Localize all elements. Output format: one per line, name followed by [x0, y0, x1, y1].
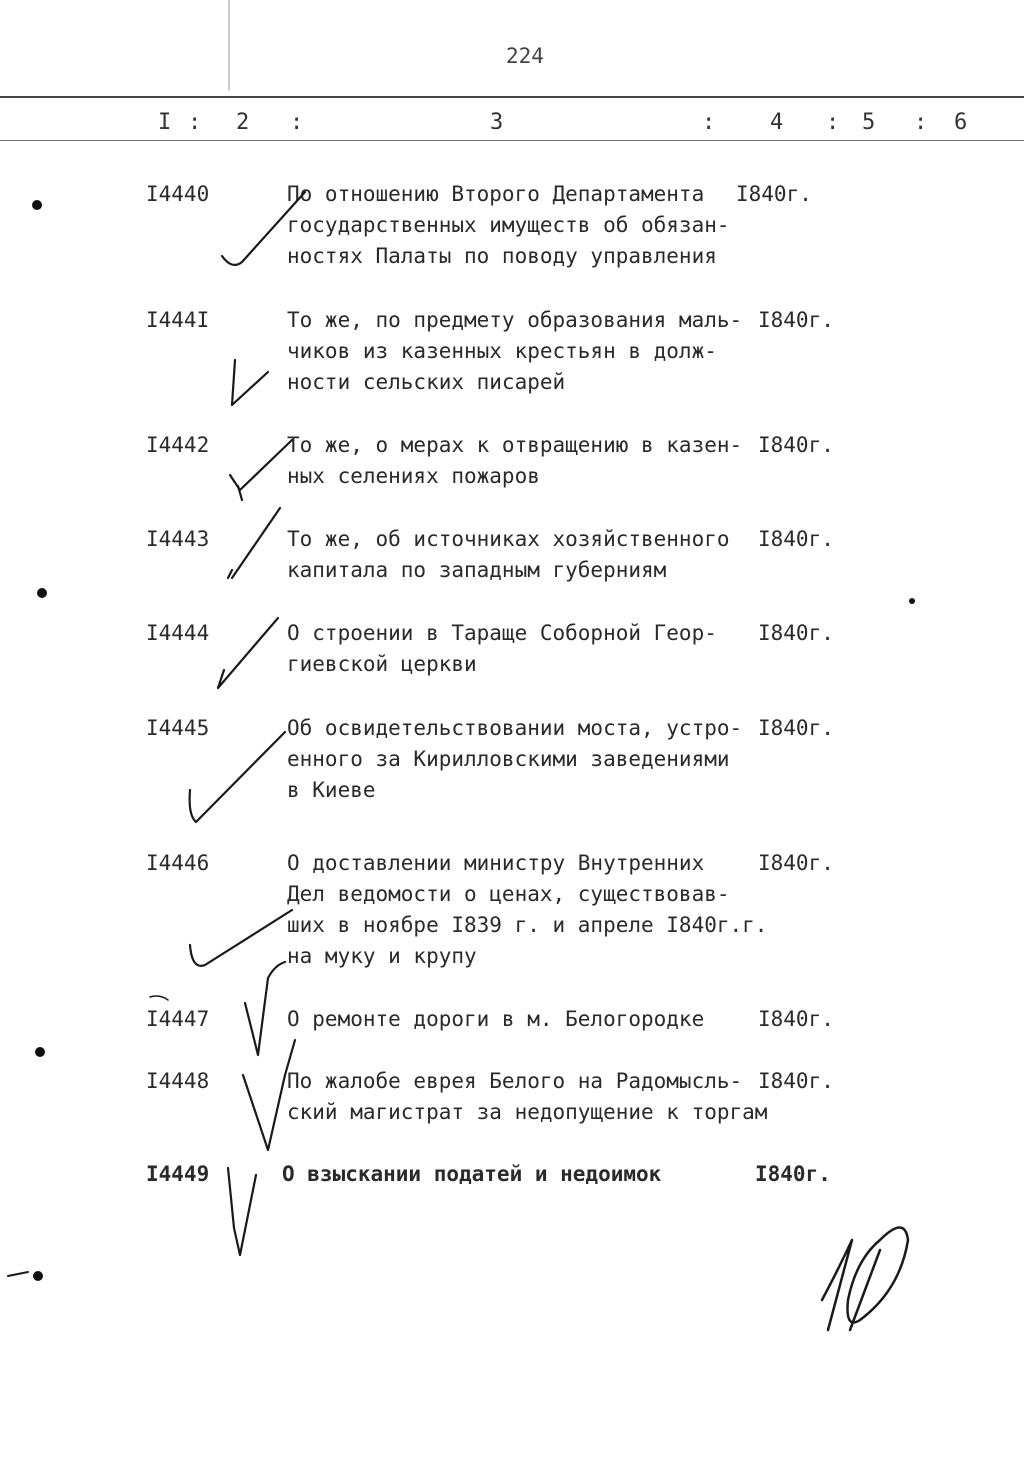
checkmark-icon: [222, 192, 305, 265]
entry-text-line: Об освидетельствовании моста, устро-: [287, 716, 743, 740]
entry-text-line: на муку и крупу: [287, 944, 477, 968]
entry-text-line: О ремонте дороги в м. Белогородке: [287, 1007, 705, 1031]
column-header-3: 3: [490, 110, 504, 135]
punch-hole-dot: [33, 1271, 43, 1281]
column-header-2: 2: [236, 110, 250, 135]
entry-text-line: По жалобе еврея Белого на Радомысль-: [287, 1069, 743, 1093]
entry-text-line: О взыскании податей и недоимок: [282, 1162, 662, 1186]
entry-number: I4444: [146, 621, 210, 645]
entry-text-line: То же, по предмету образования маль-: [287, 308, 743, 332]
entry-text-line: енного за Кирилловскими заведениями: [287, 747, 730, 771]
checkmark-icon: [228, 1168, 256, 1255]
entry-text-line: государственных имуществ об обязан-: [287, 213, 730, 237]
entry-text-line: ших в ноябре I839 г. и апреле I840г.г.: [287, 913, 768, 937]
entry-year: I840г.: [758, 716, 834, 740]
entry-number: I4448: [146, 1069, 210, 1093]
entry-text-line: ных селениях пожаров: [287, 464, 540, 488]
entry-number: I4440: [146, 182, 210, 206]
entry-text-line: По отношению Второго Департамента: [287, 182, 705, 206]
entry-year: I840г.: [758, 1069, 834, 1093]
punch-hole-dot: [37, 588, 47, 598]
handwritten-folio-number: [822, 1228, 908, 1331]
entry-year: I840г.: [758, 527, 834, 551]
entry-number: I4442: [146, 433, 210, 457]
column-separator: :: [826, 110, 840, 135]
entry-text-line: капитала по западным губерниям: [287, 558, 667, 582]
entry-number: I4445: [146, 716, 210, 740]
entry-text-line: чиков из казенных крестьян в долж-: [287, 339, 717, 363]
column-separator: :: [914, 110, 928, 135]
checkmark-icon: [190, 732, 285, 822]
entry-number: I4446: [146, 851, 210, 875]
entry-year: I840г.: [758, 1007, 834, 1031]
page-number: 224: [506, 44, 544, 68]
entry-text-line: в Киеве: [287, 778, 376, 802]
column-header-6: 6: [954, 110, 968, 135]
entry-text-line: О доставлении министру Внутренних: [287, 851, 705, 875]
checkmark-icon: [228, 508, 280, 578]
column-separator: :: [290, 110, 304, 135]
entry-year: I840г.: [758, 851, 834, 875]
entry-number: I4449: [146, 1162, 210, 1186]
checkmark-icon: [243, 1040, 295, 1150]
entry-text-line: Дел ведомости о ценах, существовав-: [287, 882, 730, 906]
entry-year: I840г.: [758, 621, 834, 645]
column-header-1: I: [158, 110, 172, 135]
entry-text-line: ностях Палаты по поводу управления: [287, 244, 717, 268]
checkmark-icon: [190, 910, 292, 966]
punch-hole-dot: [32, 200, 42, 210]
entry-text-line: То же, о мерах к отвращению в казен-: [287, 433, 743, 457]
column-header-5: 5: [862, 110, 876, 135]
checkmark-icon: [230, 440, 292, 500]
entry-text-line: То же, об источниках хозяйственного: [287, 527, 730, 551]
checkmark-icon: [218, 618, 278, 688]
punch-hole-dot: [35, 1047, 45, 1057]
entry-number: I4447: [146, 1007, 210, 1031]
checkmark-icon: [245, 962, 285, 1055]
column-header-4: 4: [770, 110, 784, 135]
entry-year: I840г.: [736, 182, 812, 206]
entry-number: I444I: [146, 308, 210, 332]
entry-year: I840г.: [758, 308, 834, 332]
entry-year: I840г.: [758, 433, 834, 457]
entry-text-line: гиевской церкви: [287, 652, 477, 676]
entry-year: I840г.: [755, 1162, 831, 1186]
entry-number: I4443: [146, 527, 210, 551]
column-separator: :: [702, 110, 716, 135]
column-separator: :: [188, 110, 202, 135]
entry-text-line: О строении в Тараще Соборной Геор-: [287, 621, 717, 645]
entry-text-line: ности сельских писарей: [287, 370, 566, 394]
entry-text-line: ский магистрат за недопущение к торгам: [287, 1100, 768, 1124]
checkmark-icon: [232, 360, 268, 405]
